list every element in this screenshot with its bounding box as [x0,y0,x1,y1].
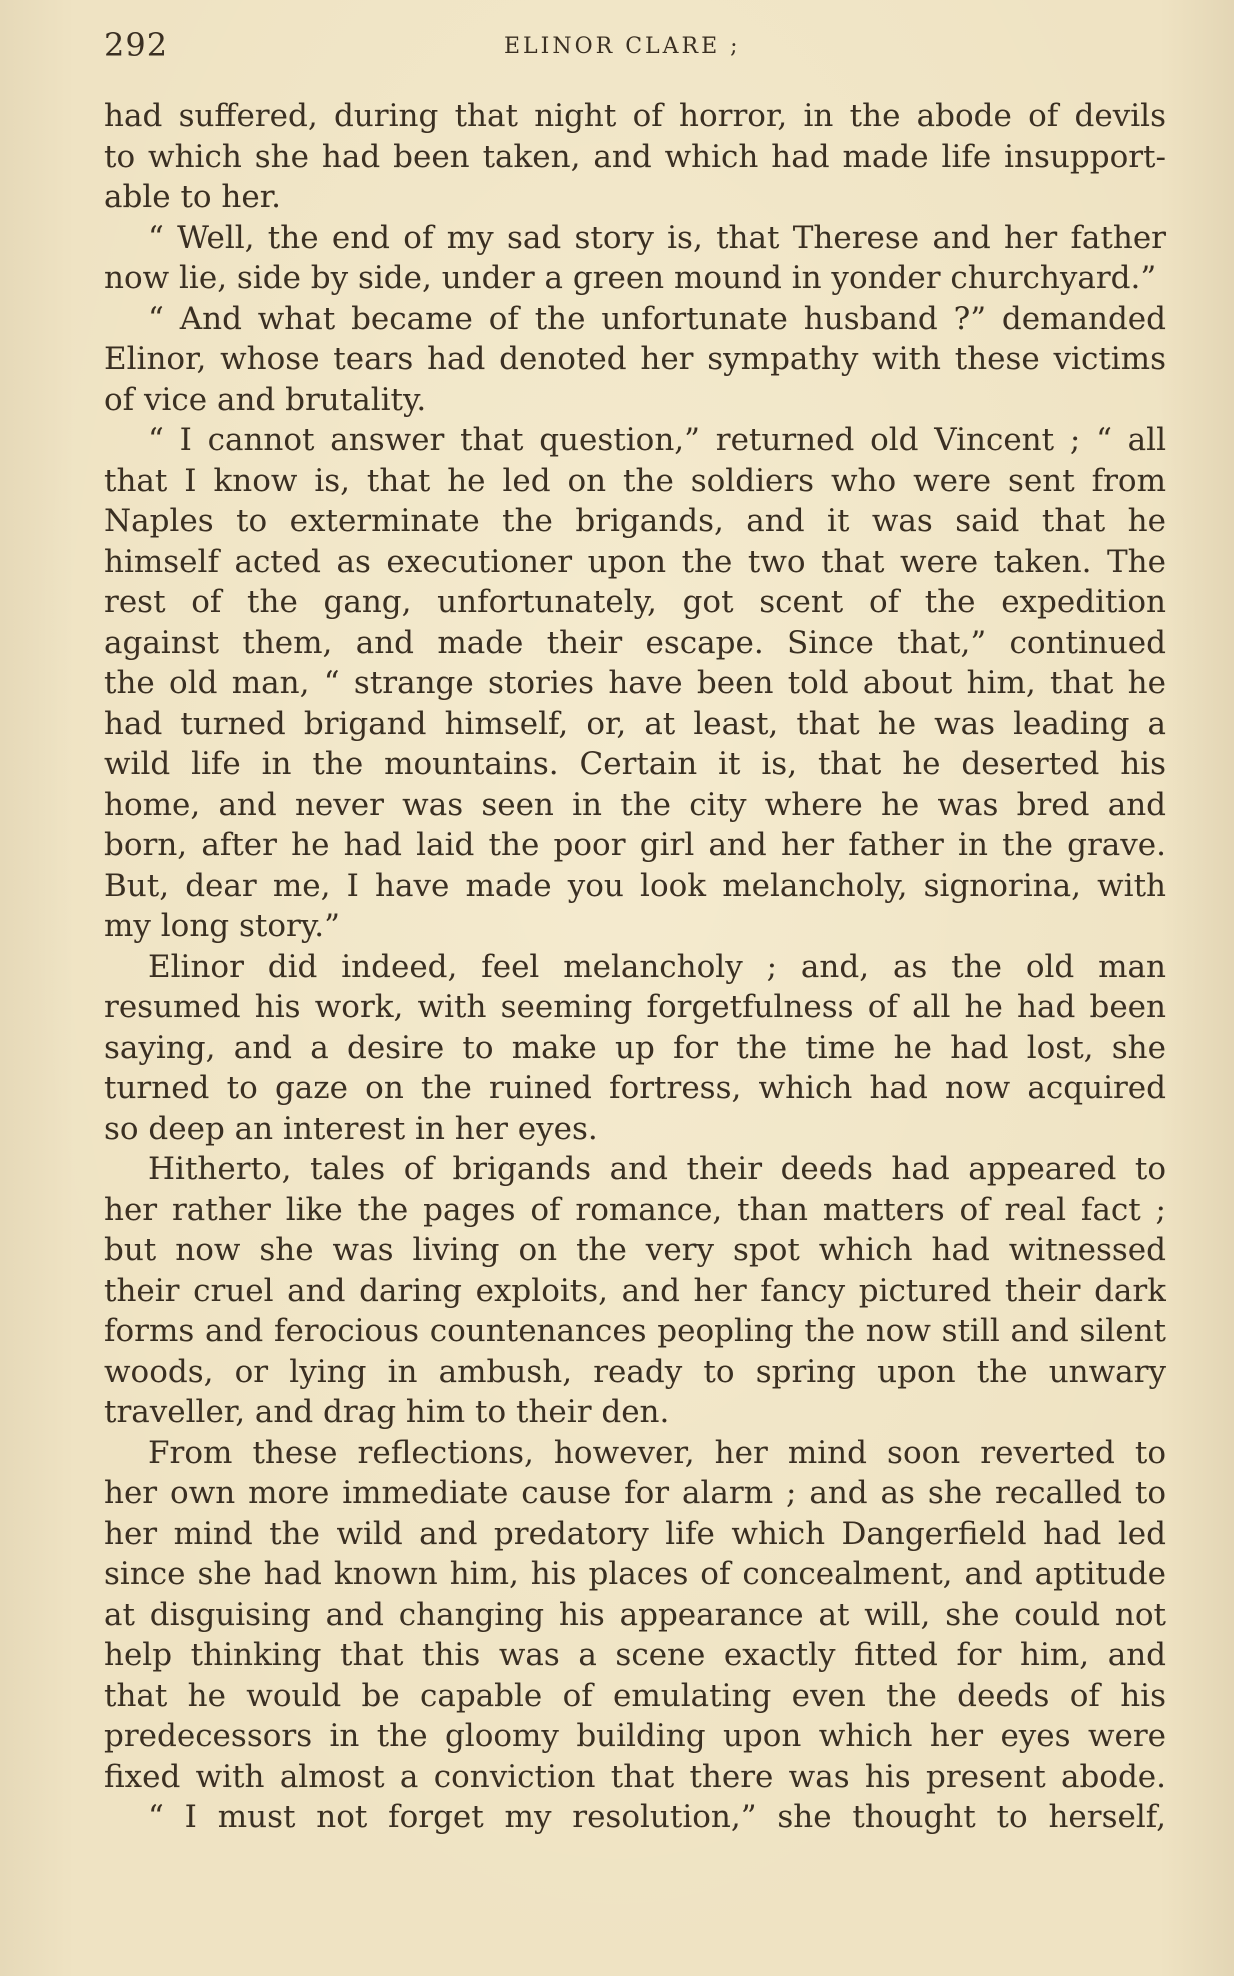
text-line: woods, or lying in ambush, ready to spring upon the unwary [104,1353,1166,1390]
text-line: home, and never was seen in the city where he was bred and [104,786,1166,823]
page-header [104,24,1164,72]
text-line: my long story.” [104,908,340,944]
text-line: since she had known him, his places of concealment, and aptitude [104,1556,1166,1592]
text-line: but now she was living on the very spot which had witnessed [104,1232,1166,1268]
text-line: so deep an interest in her eyes. [104,1110,598,1147]
running-head: ELINOR CLARE ; [504,34,741,59]
text-line: born, after he had laid the poor girl and her father in the grave. [104,827,1166,863]
text-line: had turned brigand himself, or, at least, that he was leading a [104,705,1166,742]
text-line: help thinking that this was a scene exactly fitted for him, and [104,1637,1166,1673]
text-line: resumed his work, with seeming forgetfulness of all he had been [104,989,1166,1025]
text-line: at disguising and changing his appearance at will, she could not [104,1596,1166,1633]
text-line: fixed with almost a conviction that there was his present abode. [104,1758,1166,1795]
text-line: Elinor, whose tears had denoted her sympathy with these victims [104,341,1166,377]
text-line: But, dear me, I have made you look melancholy, signorina, with [104,867,1166,904]
text-line: traveller, and drag him to their den. [104,1394,670,1430]
text-line: had suffered, during that night of horror, in the abode of devils [104,98,1166,134]
text-line: Naples to exterminate the brigands, and it was said that he [104,503,1166,539]
text-line: wild life in the mountains. Certain it is, that he deserted his [104,746,1166,782]
text-line: Elinor did indeed, feel melancholy ; and, as the old man [148,948,1166,985]
text-line: now lie, side by side, under a green mound in yonder churchyard.” [104,260,1157,296]
text-line: her own more immediate cause for alarm ; and as she recalled to [104,1475,1166,1511]
text-line: predecessors in the gloomy building upon which her eyes were [104,1718,1166,1754]
text-line: to which she had been taken, and which had made life insupport- [104,138,1166,175]
text-line: forms and ferocious countenances peopling the now still and silent [104,1313,1166,1349]
text-line: rest of the gang, unfortunately, got scent of the expedition [104,584,1166,620]
text-line: of vice and brutality. [104,381,427,418]
text-line: “ I cannot answer that question,” returned old Vincent ; “ all [148,422,1166,458]
text-line: turned to gaze on the ruined fortress, which had now acquired [104,1070,1166,1106]
text-line: “ I must not forget my resolution,” she thought to herself, [148,1799,1166,1835]
text-line: saying, and a desire to make up for the time he had lost, she [104,1029,1166,1066]
text-line: that I know is, that he led on the soldiers who were sent from [104,462,1166,499]
text-line: From these reflections, however, her mind soon reverted to [148,1434,1166,1471]
text-line: against them, and made their escape. Since that,” continued [104,624,1166,661]
text-line: the old man, “ strange stories have been told about him, that he [104,665,1166,701]
text-line: himself acted as executioner upon the two that were taken. The [104,543,1166,580]
text-line: “ Well, the end of my sad story is, that Therese and her father [148,219,1166,256]
text-line: that he would be capable of emulating even the deeds of his [104,1677,1166,1714]
text-line: their cruel and daring exploits, and her fancy pictured their dark [104,1272,1166,1309]
text-line: her rather like the pages of romance, than matters of real fact ; [104,1191,1166,1228]
text-line: able to her. [104,179,281,215]
page-number: 292 [104,26,169,64]
text-line: Hitherto, tales of brigands and their deeds had appeared to [148,1151,1166,1187]
text-line: “ And what became of the unfortunate husband ?” demanded [148,300,1166,337]
body-text [104,96,1166,1838]
text-line: her mind the wild and predatory life which Dangerfield had led [104,1515,1166,1552]
